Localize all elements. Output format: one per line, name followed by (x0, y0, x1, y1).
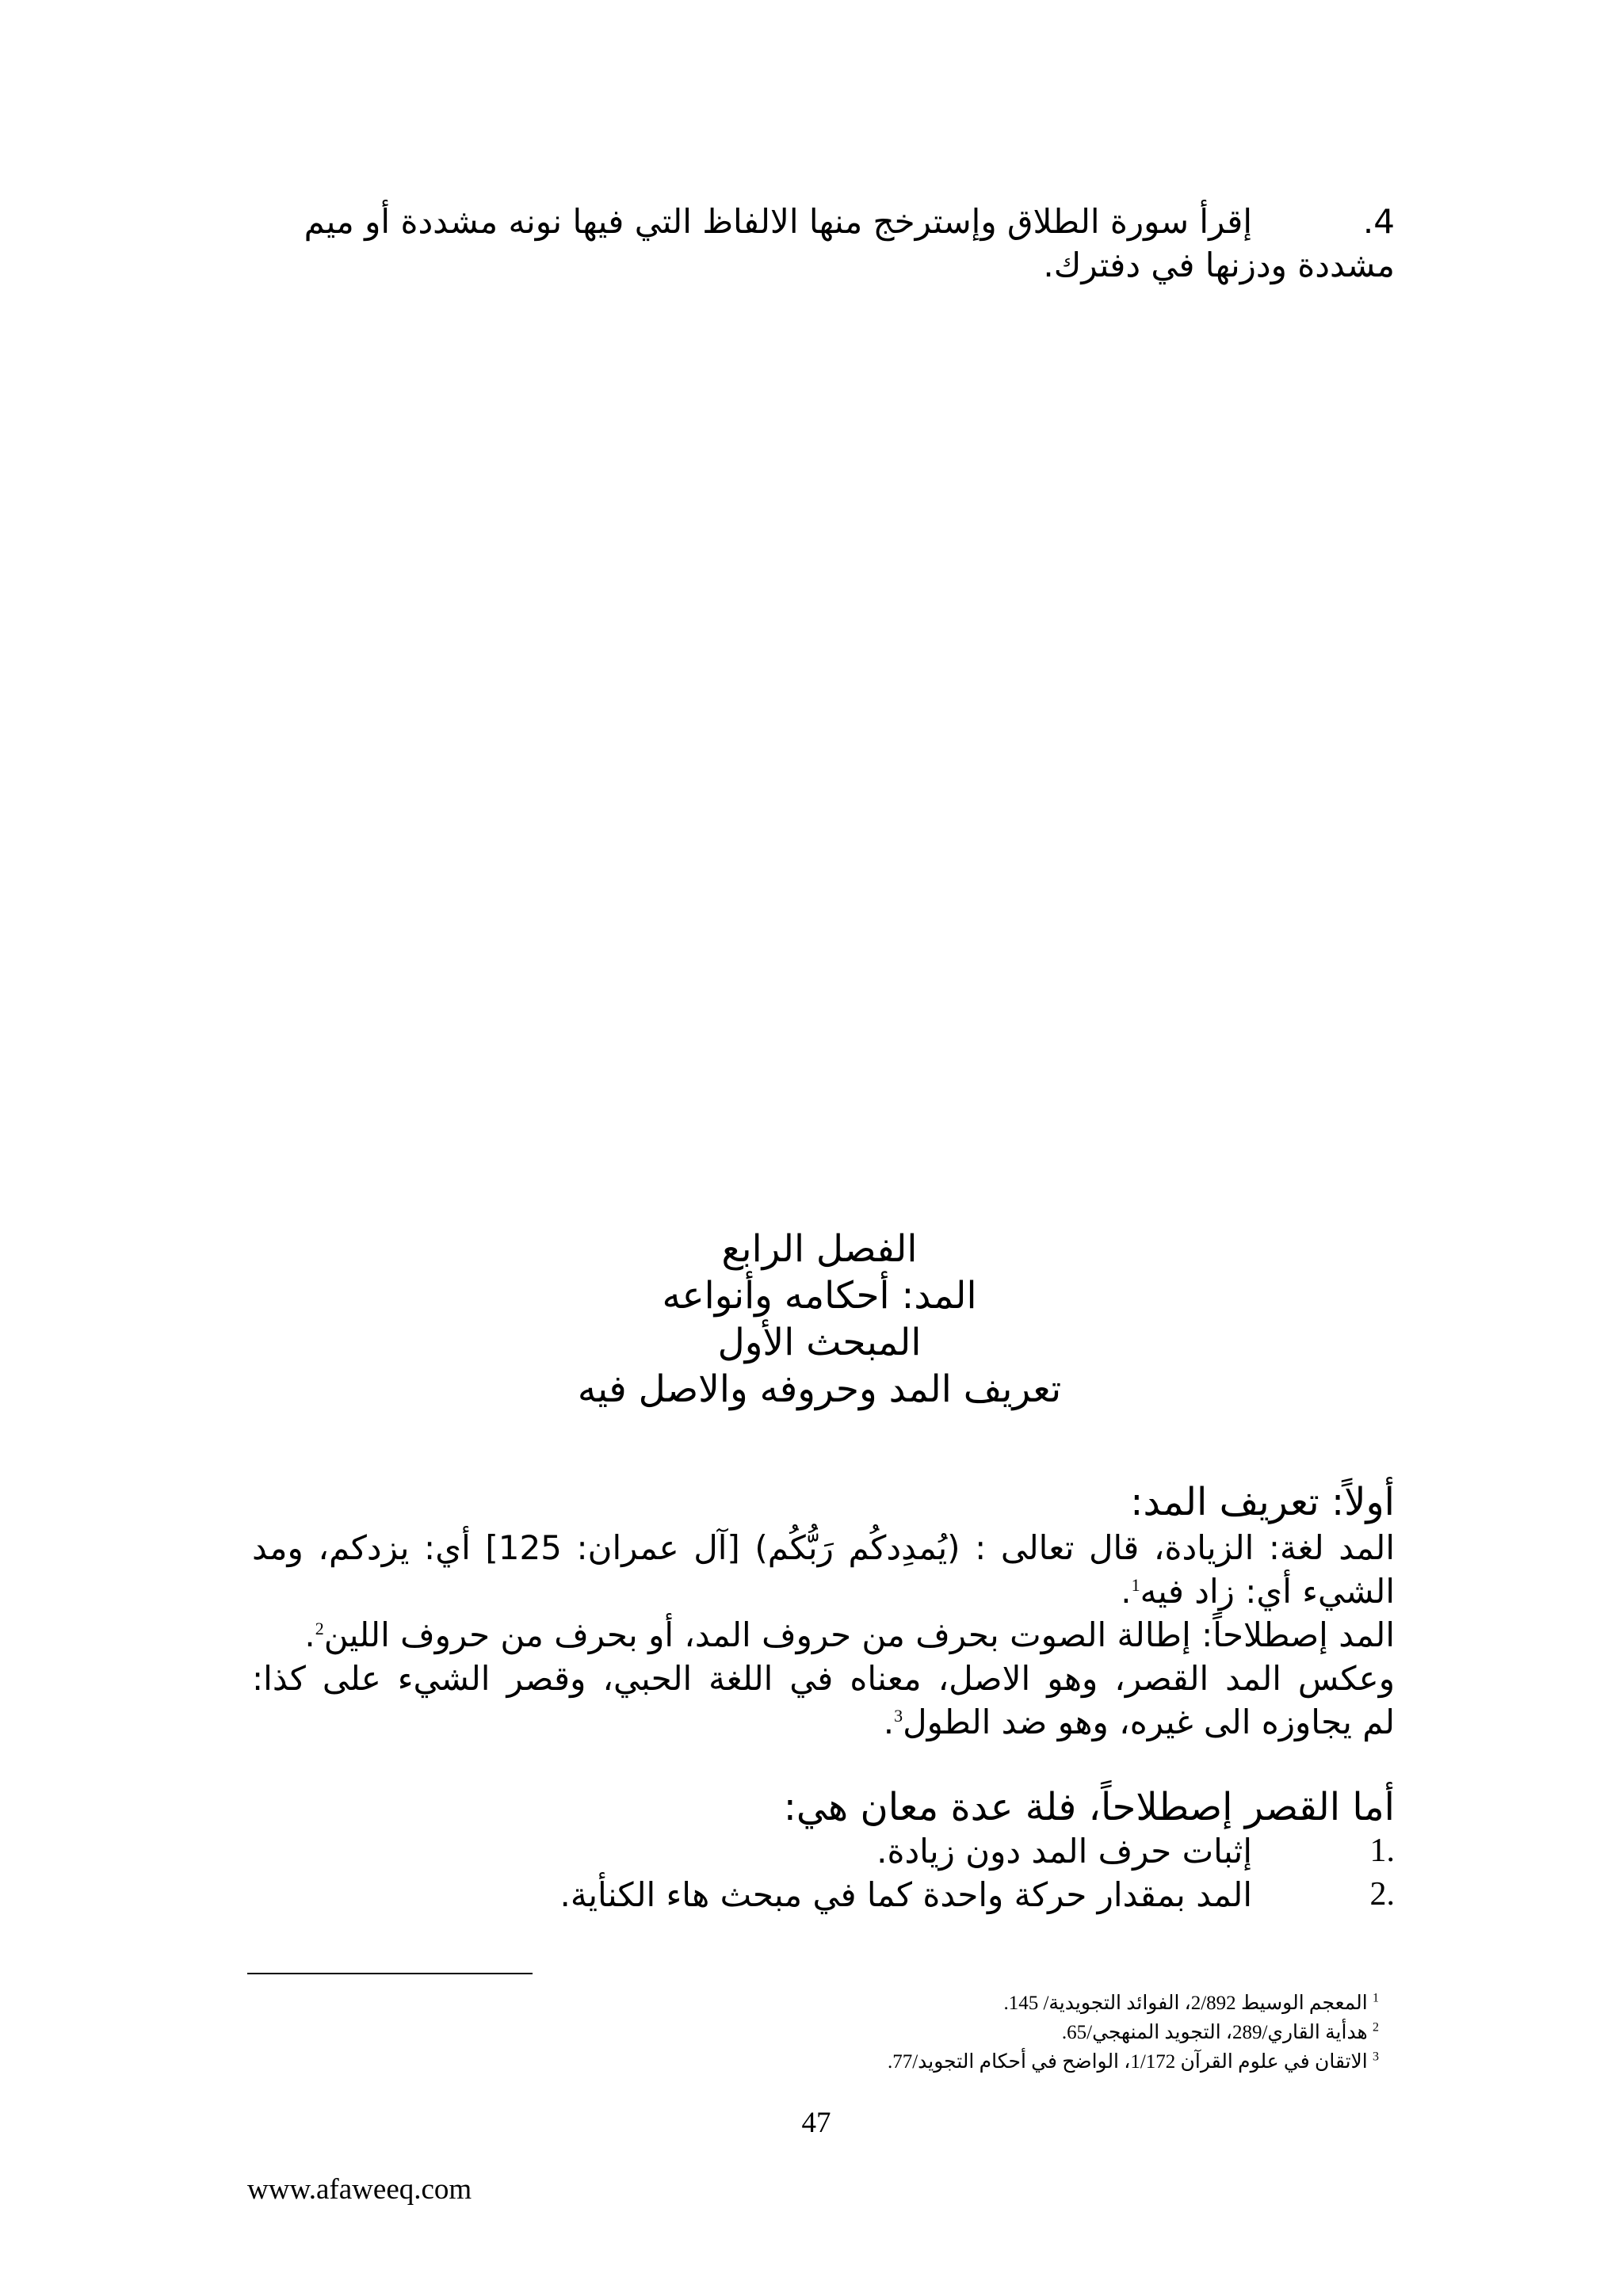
footnote-text: هدأية القاري/289، التجويد المنهجي/65. (1061, 2022, 1368, 2043)
website-link[interactable]: www.afaweeq.com (247, 2173, 472, 2206)
exercise-line-1 (301, 200, 1395, 243)
footnote-ref-2[interactable]: 2 (315, 1619, 324, 1638)
footnote-2 (252, 2018, 1395, 2047)
chapter-title: الفصل الرابع (721, 1227, 918, 1271)
definition-term-line: المد إصطلاحاً: إطالة الصوت بحرف من حروف المد، أو بحرف من حروف اللين$^2$. (304, 1615, 1395, 1654)
topic-title: تعريف المد وحروفه والاصل فيه (577, 1367, 1062, 1411)
definition-lang-line-2: الشيء أي: زاد فيه$^1$. (1121, 1572, 1395, 1611)
qasr-item-2 (252, 1873, 1395, 1917)
footnotes (252, 1989, 1395, 2077)
page-number: 47 (801, 2107, 831, 2139)
definition-section (252, 1480, 1395, 1744)
exercise-line-2: مشددة ودزنها في دفترك. (1043, 246, 1395, 284)
footnote-separator (247, 1973, 533, 1974)
qasr-section (252, 1785, 1395, 1917)
chapter-subtitle: المد: أحكامه وأنواعه (662, 1274, 977, 1318)
footnote-mark: 1 (1373, 1991, 1379, 2005)
qasr-heading: أما القصر إصطلاحاً، فلة عدة معان هي: (783, 1785, 1395, 1829)
qasr-item-number: .2 (1369, 1876, 1395, 1913)
qasr-item-text: إثبات حرف المد دون زيادة. (876, 1832, 1252, 1871)
definition-opposite-line-1: وعكس المد القصر، وهو الاصل، معناه في اللغة الحبي، وقصر الشيء على كذا: (252, 1659, 1395, 1698)
footnote-1 (252, 1989, 1395, 2018)
exercise-number: 4. (1362, 202, 1395, 241)
footnote-mark: 2 (1373, 2020, 1379, 2035)
qasr-item-number: .1 (1369, 1833, 1395, 1869)
footnote-mark: 3 (1373, 2050, 1379, 2064)
footnote-3 (252, 2047, 1395, 2077)
definition-term-text: المد إصطلاحاً: إطالة الصوت بحرف من حروف المد، أو بحرف من حروف اللين (323, 1615, 1395, 1654)
chapter-heading (0, 1226, 1623, 1413)
definition-heading: أولاً: تعريف المد: (1130, 1480, 1395, 1524)
footnote-ref-1[interactable]: 1 (1131, 1575, 1140, 1595)
footnote-ref-3[interactable]: 3 (894, 1706, 903, 1726)
exercise-item-4 (301, 200, 1395, 287)
section-title: المبحث الأول (717, 1321, 922, 1364)
qasr-item-1 (252, 1829, 1395, 1873)
exercise-text-1: إقرأ سورة الطلاق وإسترخج منها الالفاظ التي فيها نونه مشددة أو ميم (304, 202, 1252, 241)
definition-opposite-line-2: لم يجاوزه الى غيره، وهو ضد الطول$^3$. (883, 1703, 1395, 1741)
definition-lang-line-1: المد لغة: الزيادة، قال تعالى : (يُمدِدكُم رَبُّكُم) [آل عمران: 125] أي: يزدكم، ومد (252, 1528, 1395, 1567)
footnote-text: المعجم الوسيط 2/892، الفوائد التجويدية/ 145. (1003, 1993, 1368, 2014)
footnote-text: الاتقان في علوم القرآن 1/172، الواضح في أحكام التجويد/77. (887, 2051, 1368, 2073)
definition-lang-text-2: الشيء أي: زاد فيه (1140, 1572, 1395, 1611)
definition-opposite-text-2: لم يجاوزه الى غيره، وهو ضد الطول (903, 1703, 1395, 1741)
qasr-item-text: المد بمقدار حركة واحدة كما في مبحث هاء الكنأية. (559, 1875, 1252, 1914)
